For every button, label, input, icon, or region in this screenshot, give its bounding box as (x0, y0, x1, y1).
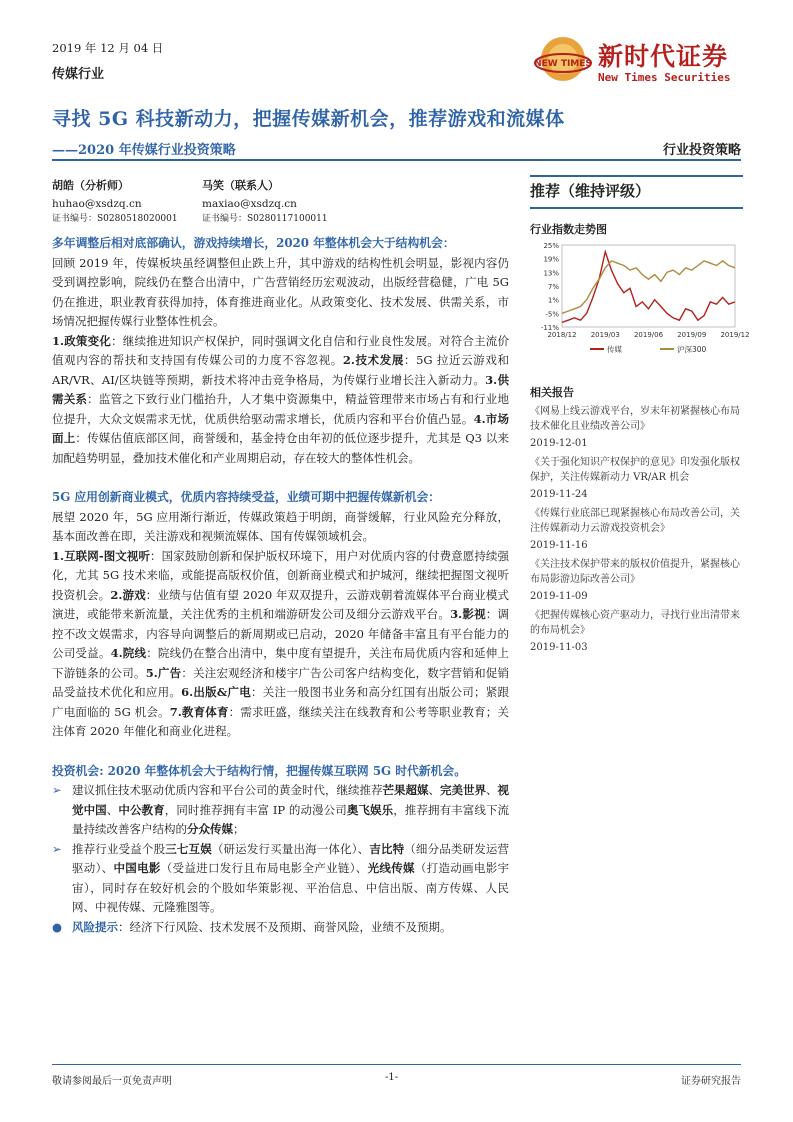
author-email[interactable]: maxiao@xsdzq.cn (202, 198, 297, 210)
section-heading: 投资机会: 2020 年整体机会大于结构行情，把握传媒互联网 5G 时代新机会。 (52, 763, 467, 778)
page-number: -1- (385, 1072, 399, 1083)
related-report-date: 2019-11-03 (530, 642, 588, 653)
sidebar (530, 175, 750, 659)
footer-report-type: 证券研究报告 (681, 1076, 741, 1087)
related-report-date: 2019-11-24 (530, 489, 588, 500)
related-report-link[interactable]: 《网易上线云游戏平台，岁末年初紧握核心布局技术催化且业绩改善公司》 (530, 406, 740, 432)
legend-label: 传媒 (607, 345, 622, 354)
list-item: ➢ 建议抓住技术驱动优质内容和平台公司的黄金时代，继续推荐芒果超媒、完美世界、视觉中国、中公教育，同时推荐拥有丰富 IP 的动漫公司奥飞娱乐，推荐拥有丰富线下流量持续改善客户结构的分众传媒； (52, 781, 509, 840)
company-logo (533, 33, 763, 89)
paragraph: 1.互联网-图文视听：国家鼓励创新和保护版权环境下，用户对优质内容的付费意愿持续强化，尤其 5G 技术来临，或能提高版权价值，创新商业模式和护城河，继续把握图文视听投资机会。2.游戏：业绩与估值有望 2020 年双双提升，云游戏朝着流媒体平台商业模式演进，或能带来新流量，关注优秀的主机和端游研发公司及细分云游戏平台。3.影视：调控不改文娱需求，内容导向调整后的新周期或已启动，2020 年储备丰富且有平台能力的公司受益。4.院线：院线仍在整合出清中，集中度有望提升，关注布局优质内容和延伸上下游链条的公司。5.广告：关注宏观经济和楼宇广告公司客户结构变化，数字营销和促销品受益技术优化和应用。6.出版&广电：关注一般图书业务和高分红国有出版公司；紧跟广电面临的 5G 机会。7.教育体育：需求旺盛，继续关注在线教育和公考等职业教育；关注体育 2020 年催化和商业化进程。 (52, 548, 510, 738)
y-tick-label: 19% (543, 255, 559, 264)
x-tick-label: 2019/03 (590, 331, 620, 339)
dot-bullet-icon: ● (52, 919, 63, 934)
logo-name-en: New Times Securities (598, 71, 731, 84)
author-name: 马笑（联系人） (202, 179, 279, 192)
related-reports-title: 相关报告 (530, 386, 574, 399)
index-trend-chart (530, 237, 750, 362)
y-tick-label: 25% (543, 242, 559, 250)
related-report-link[interactable]: 《传媒行业底部已现紧握核心布局改善公司，关注传媒新动力云游戏投资机会》 (530, 508, 740, 534)
section-heading: 5G 应用创新商业模式，优质内容持续受益，业绩可期中把握传媒新机会： (52, 490, 441, 504)
x-tick-label: 2018/12 (547, 331, 577, 339)
logo-name-cn: 新时代证券 (598, 42, 729, 71)
author-cert: 证书编号：S0280518020001 (52, 214, 178, 224)
industry-label: 传媒行业 (52, 67, 105, 82)
footer-divider (52, 1064, 741, 1065)
related-report-link[interactable]: 《关注技术保护带来的版权价值提升，紧握核心布局影游边际改善公司》 (530, 559, 740, 585)
document-type: 行业投资策略 (662, 143, 741, 158)
y-tick-label: 7% (547, 283, 559, 291)
arrow-bullet-icon: ➢ (52, 783, 62, 797)
report-date: 2019 年 12 月 04 日 (52, 41, 164, 55)
y-tick-label: 1% (547, 296, 559, 305)
footer-disclaimer: 敬请参阅最后一页免责声明 (52, 1076, 172, 1087)
section-outlook (52, 488, 509, 742)
paragraph: 1.政策变化：继续推进知识产权保护，同时强调文化自信和行业良性发展。对符合主流价值观内容的帮扶和支持国有传媒公司的力度不容忽视。2.技术发展：5G 拉近云游戏和 AR/VR、AI/区块链等预期，新技术将冲击竞争格局，为传媒行业增长注入新动力。3.供需关系：监管之下致行业门槛抬升，人才集中资源集中，精益管理带来市场占有和行业地位提升，大众文娱需求无忧，优质供给驱动需求增长，优质内容和平台价值凸显。4.市场面上：传媒估值底部区间，商誉缓和，基金持仓由年初的低位逐步提升，尤其是 Q3 以来加配趋势明显，叠加技术催化和产业周期启动，存在较大的整体性机会。 (52, 333, 510, 465)
related-report-date: 2019-12-01 (530, 438, 588, 449)
related-report-date: 2019-11-09 (530, 591, 588, 602)
risk-warning: ● 风险提示：经济下行风险、技术发展不及预期、商誉风险，业绩不及预期。 (52, 918, 509, 938)
report-title: 寻找 5G 科技新动力，把握传媒新机会，推荐游戏和流媒体 (52, 108, 565, 130)
title-divider (52, 159, 741, 161)
x-tick-label: 2019/09 (677, 331, 707, 339)
author-block-1 (52, 178, 178, 227)
y-tick-label: -11% (540, 324, 559, 332)
x-tick-label: 2019/06 (633, 331, 664, 339)
arrow-bullet-icon: ➢ (52, 841, 62, 856)
chart-title: 行业指数走势图 (530, 223, 607, 236)
author-email[interactable]: huhao@xsdzq.cn (52, 198, 142, 210)
related-report-date: 2019-11-16 (530, 540, 588, 551)
rating-box: 推荐（维持评级） (530, 175, 743, 209)
related-report-link[interactable]: 《关于强化知识产权保护的意见》印发强化版权保护，关注传媒新动力 VR/AR 机会 (530, 457, 740, 483)
report-subtitle: ——2020 年传媒行业投资策略 (52, 143, 236, 158)
author-name: 胡皓（分析师） (52, 179, 129, 192)
author-cert: 证书编号：S0280117100011 (202, 214, 328, 224)
logo-emblem-icon (533, 33, 593, 89)
section-heading: 多年调整后相对底部确认，游戏持续增长，2020 年整体机会大于结构机会： (52, 236, 455, 250)
x-tick-label: 2019/12 (720, 331, 750, 339)
y-tick-label: -5% (545, 310, 559, 319)
section-investment (52, 762, 509, 938)
legend-label: 沪深300 (677, 345, 707, 354)
y-tick-label: 13% (543, 269, 559, 278)
plot-frame (562, 245, 735, 327)
logo-mark-text: NEW TIMES (534, 59, 592, 69)
related-report-link[interactable]: 《把握传媒核心资产驱动力，寻找行业出清带来的布局机会》 (530, 610, 740, 636)
paragraph: 回顾 2019 年，传媒板块虽经调整但止跌上升，其中游戏的结构性机会明显，影视内容仍受到调控影响，院线仍在整合出清中，广告营销经历宏观波动，出版经营稳健，广电 5G 仍在推进，职业教育获得加持，体育推进商业化。从政策变化、技术发展、供需关系，市场情况把握传媒行业整体性机会。 (52, 255, 509, 328)
author-block-2 (202, 178, 328, 227)
related-reports-list (530, 404, 743, 655)
list-item: ➢ 推荐行业受益个股三七互娱（研运发行买量出海一体化）、吉比特（细分品类研发运营驱动）、中国电影（受益进口发行且布局电影全产业链）、光线传媒（打造动画电影宇宙），同时存在较好机会的个股如华策影视、平治信息、中信出版、南方传媒、人民网、中视传媒、元隆雅图等。 (52, 840, 509, 918)
main-content (52, 234, 509, 948)
section-review (52, 234, 509, 468)
paragraph: 展望 2020 年，5G 应用渐行渐近，传媒政策趋于明朗，商誉缓解，行业风险充分释放，基本面改善在即，关注游戏和视频流媒体、国有传媒领域机会。 (52, 509, 509, 543)
